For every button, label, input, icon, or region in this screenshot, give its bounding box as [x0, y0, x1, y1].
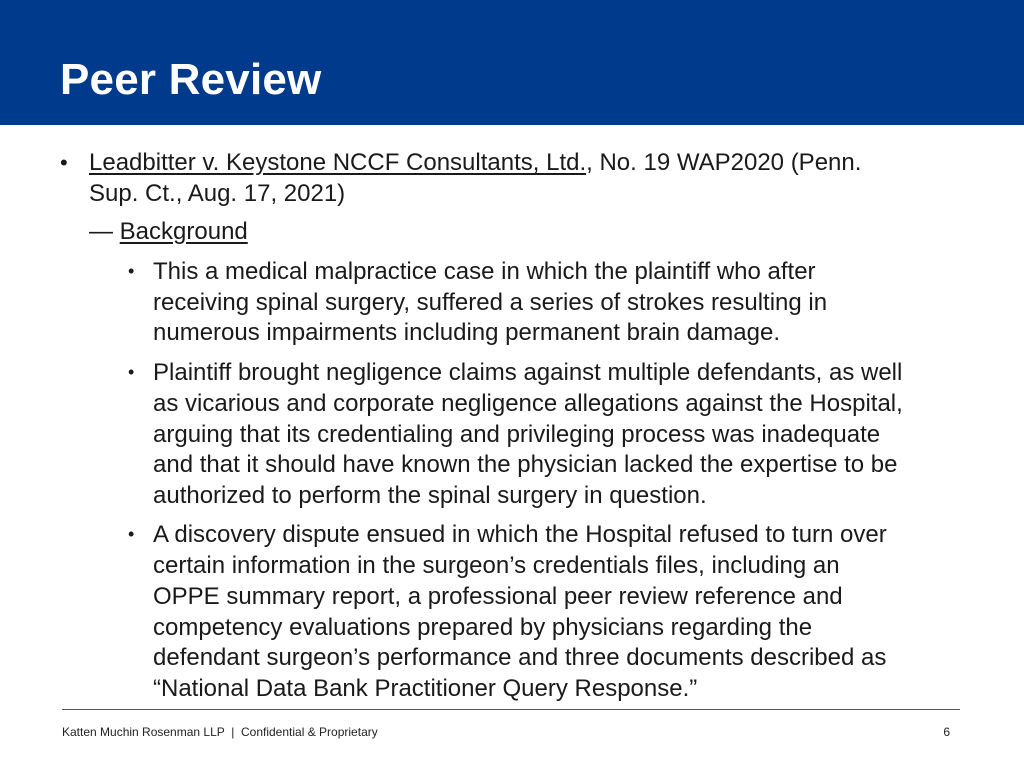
list-item-line: “National Data Bank Practitioner Query Response.” [153, 675, 698, 702]
list-item-line: Plaintiff brought negligence claims against multiple defendants, as well [153, 359, 903, 386]
footer-divider [62, 709, 960, 710]
bullet-marker: • [60, 150, 68, 175]
list-item-line: competency evaluations prepared by physicians regarding the [153, 614, 813, 641]
case-name-link: Leadbitter v. Keystone NCCF Consultants, Ltd. [89, 149, 587, 176]
list-item-line: This a medical malpractice case in which the plaintiff who after [153, 258, 816, 285]
list-item-line: certain information in the surgeon’s credentials files, including an [153, 552, 840, 579]
page-title: Peer Review [60, 55, 322, 104]
list-item-line: and that it should have known the physician lacked the expertise to be [153, 451, 898, 478]
footer-text: Katten Muchin Rosenman LLP | Confidential & Proprietary [62, 725, 378, 739]
sub-bullet-marker: • [128, 524, 135, 544]
section-label: Background [119, 218, 248, 245]
list-item-line: authorized to perform the spinal surgery in question. [153, 482, 707, 509]
section-heading [89, 216, 248, 247]
title-bar [0, 0, 1024, 125]
list-item-line: OPPE summary report, a professional peer review reference and [153, 583, 843, 610]
list-item-line: A discovery dispute ensued in which the Hospital refused to turn over [153, 521, 887, 548]
list-item-line: defendant surgeon’s performance and three documents described as [153, 644, 887, 671]
sub-bullet-marker: • [128, 261, 135, 281]
list-item-line: numerous impairments including permanent brain damage. [153, 319, 780, 346]
sub-bullet-marker: • [128, 362, 135, 382]
em-dash: — [89, 218, 120, 245]
list-item-line: as vicarious and corporate negligence allegations against the Hospital, [153, 390, 903, 417]
list-item-line: receiving spinal surgery, suffered a series of strokes resulting in [153, 289, 828, 316]
case-citation-line-2: Sup. Ct., Aug. 17, 2021) [89, 180, 346, 207]
list-item-line: arguing that its credentialing and privileging process was inadequate [153, 421, 881, 448]
page-number: 6 [943, 725, 950, 739]
case-citation-line-1 [89, 147, 861, 178]
case-citation-rest: , No. 19 WAP2020 (Penn. [586, 149, 862, 176]
